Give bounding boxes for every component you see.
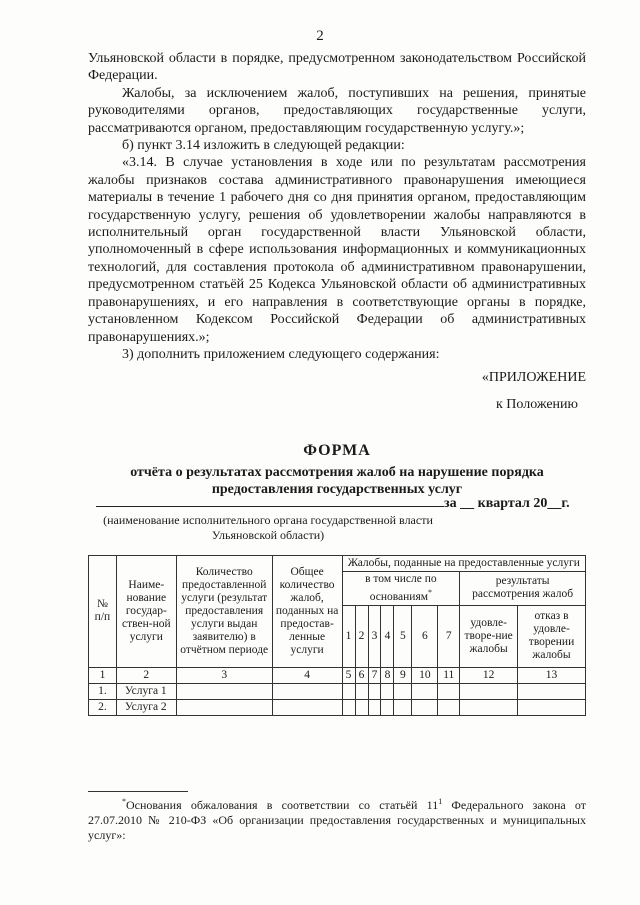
header-refused: отказ в удовле-творении жалобы [518,605,586,667]
document-body [88,50,586,413]
ground-number: 5 [394,605,412,667]
paragraph: Ульяновской области в порядке, предусмотренном законодательством Российской Федерации. [88,51,586,84]
footnote-sup: 1 [438,797,443,806]
header-grounds-label: в том числе по основаниям [365,573,437,603]
column-number: 1 [89,667,117,683]
row-number: 2. [89,699,117,715]
ground-number: 1 [342,605,355,667]
ground-number: 7 [438,605,460,667]
paragraph: 3) дополнить приложением следующего содержания: [122,346,440,362]
row-number: 1. [89,683,117,699]
header-results: результаты рассмотрения жалоб [460,572,586,606]
ground-number: 4 [381,605,394,667]
form-subtitle-line1: отчёта о результатах рассмотрения жалоб на нарушение порядка [130,465,544,480]
appendix-subtitle: к Положению [495,396,578,412]
column-number: 12 [460,667,518,683]
column-number: 7 [368,667,381,683]
footnote-divider [88,791,188,792]
column-number: 6 [355,667,368,683]
column-number: 2 [116,667,176,683]
header-services-count: Количество предоставленной услуги (результат предоставления услуги выдан заявителю) в отчётном периоде [176,556,272,668]
quarter-text: за __ квартал 20__г. [444,496,570,511]
footnote-mark: * [122,797,126,806]
column-number: 13 [518,667,586,683]
header-grounds-mark: * [428,588,433,597]
form-title: ФОРМА [303,442,371,459]
page-number: 2 [316,28,324,44]
paragraph: б) пункт 3.14 изложить в следующей редакции: [122,138,405,154]
column-number: 8 [381,667,394,683]
footnote-text-after: Федерального закона от 27.07.2010 № 210-ФЗ «Об организации предоставления государственных и муниципальных услуг»: [88,798,587,842]
row-service-name: Услуга 2 [116,699,176,715]
row-service-name: Услуга 1 [116,683,176,699]
header-row [89,556,586,572]
form-subtitle-line2: предоставления государственных услуг [211,482,463,497]
paragraph: Жалобы, за исключением жалоб, поступивших на решения, принятые руководителями органов, предоставляющих государственные услуги, рассматриваются органом, предоставляющим государственную услугу.»; [88,85,586,136]
column-number: 5 [342,667,355,683]
report-table [88,555,586,716]
column-number-row [89,667,586,683]
table-row [89,683,586,699]
quarter-line [96,494,584,512]
column-number: 9 [394,667,412,683]
paragraph: «3.14. В случае установления в ходе или по результатам рассмотрения жалобы признаков состава административного правонарушения имеющиеся материалы в течение 1 рабочего дня со дня принятия органом, предоставляющим государственную услугу, решения об удовлетворении жалобы направляются в исполнительный орган государственной власти Ульяновской области, уполномоченный в сфере использования информационных и коммуникационных технологий, для составления протокола об административном правонарушении, предусмотренном статьёй 25 Кодекса Ульяновской области об административных правонарушениях, и его направления в соответствующие органы в порядке, установленном Кодексом Российской Федерации об административных правонарушениях.»; [88,155,586,345]
ground-number: 6 [412,605,438,667]
form-heading [88,442,586,498]
authority-note: (наименование исполнительного органа государственной власти Ульяновской области) [103,513,433,542]
column-number: 3 [176,667,272,683]
header-total-complaints: Общее количество жалоб, поданных на предостав-ленные услуги [272,556,342,668]
table-row [89,699,586,715]
footnote-text-before: Основания обжалования в соответствии со статьёй 11 [126,798,439,812]
column-number: 4 [272,667,342,683]
footnote [88,794,586,843]
header-grounds [342,572,460,606]
header-complaints: Жалобы, поданные на предоставленные услуги [342,556,585,572]
authority-blank [96,494,444,507]
ground-number: 3 [368,605,381,667]
header-num: № п/п [89,556,117,668]
header-satisfied: удовле-творе-ние жалобы [460,605,518,667]
appendix-title: «ПРИЛОЖЕНИЕ [481,370,586,386]
header-service-name: Наиме-нование государ-ствен-ной услуги [116,556,176,668]
column-number: 10 [412,667,438,683]
column-number: 11 [438,667,460,683]
ground-number: 2 [355,605,368,667]
